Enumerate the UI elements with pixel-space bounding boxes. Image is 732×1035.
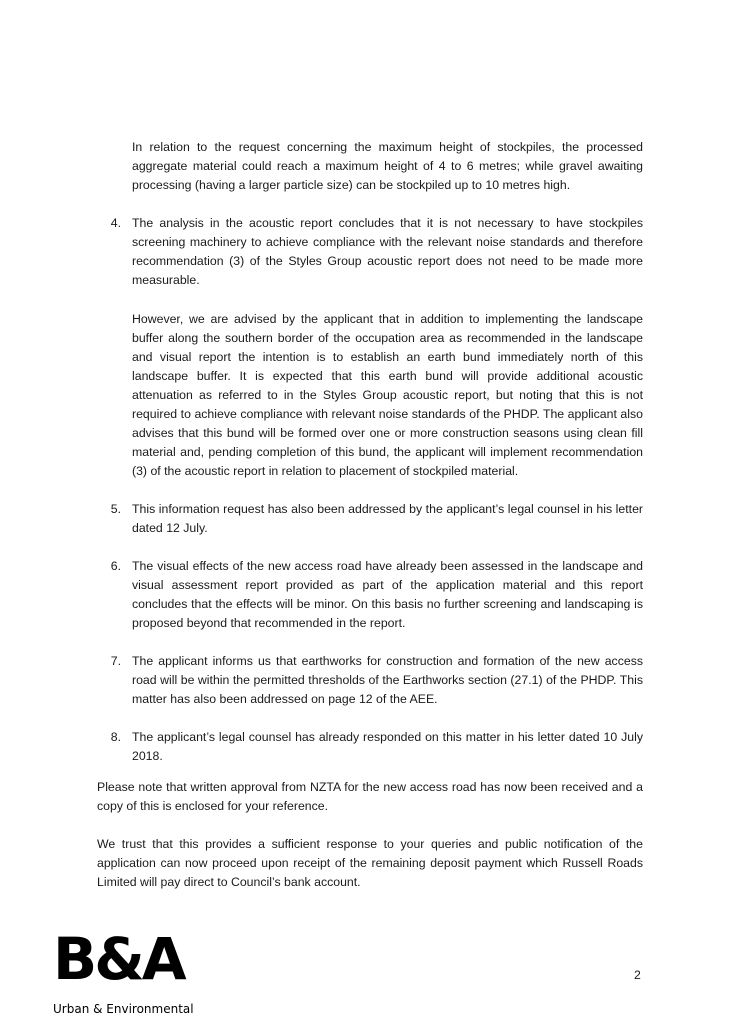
item-5-number: 5. (110, 502, 121, 516)
item-7-number: 7. (110, 654, 121, 668)
item-7-paragraph: The applicant informs us that earthworks for construction and formation of the new access road will be within the permitted thresholds of the Earthworks section (27.1) of the PHDP. This matter has also been addressed on page 12 of the AEE. (132, 654, 643, 706)
item-4-paragraph-2: However, we are advised by the applicant that in addition to implementing the landscape buffer along the southern border of the occupation area as recommended in the landscape and visual report the intention is to establish an earth bund immediately north of this landscape buffer. It is expected that this earth bund will provide additional acoustic attenuation as referred to in the Styles Group acoustic report, but noting that this is not required to achieve compliance with relevant noise standards of the PHDP. The applicant also advises that this bund will be formed over one or more construction seasons using clean fill material and, pending completion of this bund, the applicant will implement recommendation (3) of the acoustic report in relation to placement of stockpiled material. (132, 312, 643, 478)
closing-paragraph-notification: We trust that this provides a sufficient response to your queries and public notification of the application can now proceed upon receipt of the remaining deposit payment which Russell Roads Limited will pay direct to Council’s bank account. (97, 837, 643, 889)
page-number: 2 (634, 968, 641, 982)
company-logo-subtitle: Urban & Environmental (53, 1002, 194, 1016)
item-4-paragraph-1: The analysis in the acoustic report concludes that it is not necessary to have stockpiles screening machinery to achieve compliance with the relevant noise standards and therefore recommendation (3) of the Styles Group acoustic report does not need to be made more measurable. (132, 216, 643, 287)
company-logo: B&A (53, 925, 184, 993)
item-4-number: 4. (110, 216, 121, 230)
item-5-paragraph: This information request has also been addressed by the applicant’s legal counsel in his letter dated 12 July. (132, 502, 643, 535)
item-8-paragraph: The applicant’s legal counsel has already responded on this matter in his letter dated 10 July 2018. (132, 730, 643, 763)
closing-paragraph-approval: Please note that written approval from NZTA for the new access road has now been received and a copy of this is enclosed for your reference. (97, 780, 643, 813)
item-6-paragraph: The visual effects of the new access road have already been assessed in the landscape and visual assessment report provided as part of the application material and this report concludes that the effects will be minor. On this basis no further screening and landscaping is proposed beyond that recommended in the report. (132, 559, 643, 630)
item-8-number: 8. (110, 730, 121, 744)
intro-paragraph: In relation to the request concerning the maximum height of stockpiles, the processed aggregate material could reach a maximum height of 4 to 6 metres; while gravel awaiting processing (having a larger particle size) can be stockpiled up to 10 metres high. (132, 140, 643, 192)
item-6-number: 6. (110, 559, 121, 573)
